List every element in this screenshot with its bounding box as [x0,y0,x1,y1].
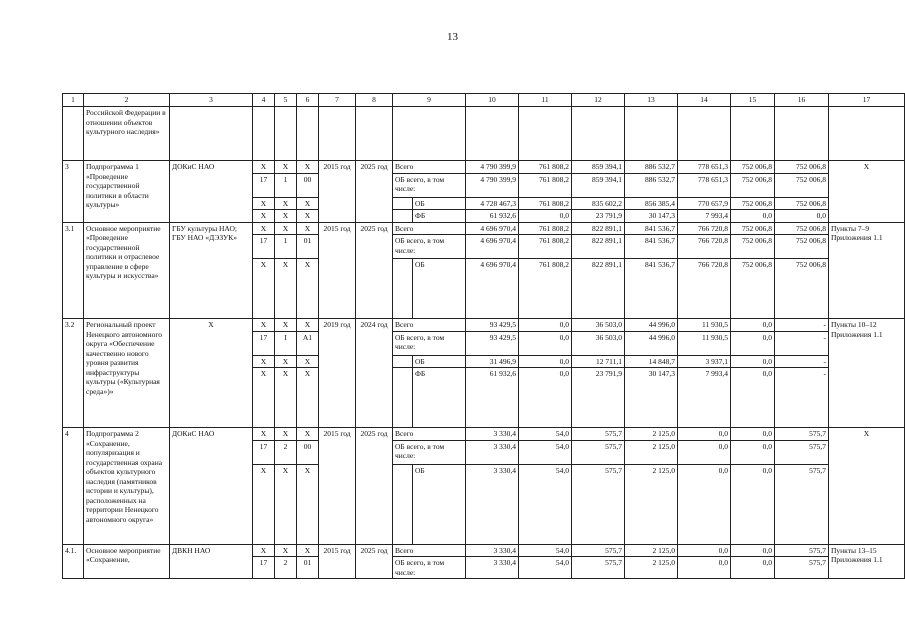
amount-cell: 761 808,2 [519,161,572,174]
start-year: 2015 год [319,161,356,223]
amount-cell: 14 848,7 [625,355,678,368]
code-cell: X [275,464,297,544]
column-header: 12 [572,94,625,107]
funding-source: ОБ [413,464,466,544]
code-cell: X [297,259,319,319]
amount-cell: 752 006,8 [731,173,775,197]
code-cell: X [297,197,319,210]
funding-source: ОБ всего, в том числе: [393,235,466,259]
amount-cell: 778 651,3 [678,173,731,197]
column-header: 13 [625,94,678,107]
amount-cell: 859 394,1 [572,161,625,174]
code-cell: X [253,319,275,332]
amount-cell: 822 891,1 [572,235,625,259]
amount-cell: 575,7 [775,557,829,579]
amount-cell: 575,7 [572,557,625,579]
amount-cell: 44 996,0 [625,319,678,332]
amount-cell: - [775,331,829,355]
amount-cell: 0,0 [519,368,572,428]
program-name: Подпрограмма 1 «Проведение государственной политики в области культуры» [84,161,170,223]
code-cell: X [275,355,297,368]
code-cell: X [253,464,275,544]
reference-note: Пункты 7–9 Приложения 1.1 [829,222,905,319]
code-cell: A1 [297,331,319,355]
column-header: 16 [775,94,829,107]
amount-cell: 770 657,9 [678,197,731,210]
amount-cell: 0,0 [731,319,775,332]
code-cell: 17 [253,235,275,259]
amount-cell: 766 720,8 [678,235,731,259]
amount-cell: 0,0 [519,355,572,368]
amount-cell: 30 147,3 [625,210,678,223]
amount-cell: 23 791,9 [572,368,625,428]
amount-cell: 54,0 [519,428,572,441]
code-cell: 01 [297,235,319,259]
continuation-text: Российской Федерации в отношении объектов культурного наследия» [84,107,170,161]
amount-cell: 841 536,7 [625,235,678,259]
funding-source: Всего [393,428,466,441]
amount-cell: 575,7 [572,464,625,544]
code-cell: X [253,368,275,428]
amount-cell: 54,0 [519,440,572,464]
amount-cell: 3 330,4 [466,544,519,557]
row-number: 4 [63,428,84,545]
program-name: Подпрограмма 2 «Сохранение, популяризация и государственная охрана объектов культурного наследия (памятников истории и культуры), расположенных на территории Ненецкого автономного округа» [84,428,170,545]
amount-cell: 0,0 [519,331,572,355]
amount-cell: 752 006,8 [775,222,829,235]
row-number: 4.1. [63,544,84,579]
code-cell: 2 [275,557,297,579]
funding-source: Всего [393,161,466,174]
funding-source: ОБ всего, в том числе: [393,557,466,579]
table-row [63,161,905,174]
end-year: 2024 год [356,319,393,428]
amount-cell: 2 125,0 [625,464,678,544]
amount-cell: 778 651,3 [678,161,731,174]
column-header: 14 [678,94,731,107]
funding-source: ОБ всего, в том числе: [393,331,466,355]
reference-note: Пункты 13–15 Приложения 1.1 [829,544,905,579]
code-cell: X [253,355,275,368]
continuation-row [63,107,905,161]
code-cell: X [275,197,297,210]
amount-cell: 575,7 [775,428,829,441]
code-cell: 17 [253,331,275,355]
amount-cell: 0,0 [731,557,775,579]
code-cell: 00 [297,173,319,197]
amount-cell: 61 932,6 [466,210,519,223]
code-cell: X [253,544,275,557]
row-number: 3 [63,161,84,223]
amount-cell: 3 330,4 [466,440,519,464]
funding-source: ФБ [413,368,466,428]
amount-cell: 0,0 [731,355,775,368]
code-cell: X [297,210,319,223]
code-cell: X [275,161,297,174]
amount-cell: - [775,355,829,368]
amount-cell: 4 728 467,3 [466,197,519,210]
funding-source: Всего [393,319,466,332]
amount-cell: 0,0 [678,440,731,464]
amount-cell: 0,0 [678,428,731,441]
amount-cell: 886 532,7 [625,173,678,197]
code-cell: X [253,161,275,174]
code-cell: I [275,331,297,355]
code-cell: X [253,197,275,210]
amount-cell: 12 711,1 [572,355,625,368]
amount-cell: 766 720,8 [678,222,731,235]
start-year: 2015 год [319,222,356,319]
amount-cell: 7 993,4 [678,210,731,223]
responsible-executor: ГБУ культуры НАО; ГБУ НАО «ДЭЗУК» [170,222,253,319]
code-cell: 17 [253,173,275,197]
amount-cell: 44 996,0 [625,331,678,355]
row-number: 3.2 [63,319,84,428]
funding-source: ОБ [413,197,466,210]
code-cell: X [297,319,319,332]
amount-cell: 0,0 [519,319,572,332]
responsible-executor: ДОКиС НАО [170,161,253,223]
program-name: Основное мероприятие «Сохранение, [84,544,170,579]
amount-cell: 0,0 [731,428,775,441]
code-cell: X [297,368,319,428]
code-cell: X [275,259,297,319]
amount-cell: 7 993,4 [678,368,731,428]
amount-cell: 761 808,2 [519,197,572,210]
code-cell: X [297,161,319,174]
amount-cell: 752 006,8 [731,222,775,235]
column-header: 2 [84,94,170,107]
amount-cell: 0,0 [678,544,731,557]
amount-cell: 761 808,2 [519,222,572,235]
amount-cell: 4 696 970,4 [466,235,519,259]
amount-cell: 575,7 [775,440,829,464]
amount-cell: 93 429,5 [466,331,519,355]
funding-source: ОБ всего, в том числе: [393,173,466,197]
amount-cell: 0,0 [678,464,731,544]
amount-cell: 54,0 [519,464,572,544]
code-cell: 17 [253,557,275,579]
amount-cell: 36 503,0 [572,331,625,355]
amount-cell: 0,0 [731,440,775,464]
amount-cell: 752 006,8 [775,173,829,197]
start-year: 2015 год [319,544,356,579]
amount-cell: 3 330,4 [466,557,519,579]
amount-cell: 761 808,2 [519,259,572,319]
amount-cell: 0,0 [731,544,775,557]
amount-cell: 752 006,8 [731,235,775,259]
amount-cell: 31 496,9 [466,355,519,368]
funding-source: ОБ всего, в том числе: [393,440,466,464]
code-cell: 17 [253,440,275,464]
end-year: 2025 год [356,222,393,319]
column-number-row [63,94,905,107]
column-header: 1 [63,94,84,107]
amount-cell: 3 330,4 [466,464,519,544]
amount-cell: 575,7 [572,544,625,557]
code-cell: 01 [297,557,319,579]
responsible-executor: ДОКиС НАО [170,428,253,545]
code-cell: X [253,222,275,235]
amount-cell: 54,0 [519,544,572,557]
code-cell: X [253,259,275,319]
end-year: 2025 год [356,544,393,579]
end-year: 2025 год [356,428,393,545]
code-cell: 1 [275,173,297,197]
table-row [63,544,905,557]
column-header: 17 [829,94,905,107]
table-row [63,428,905,441]
amount-cell: 2 125,0 [625,544,678,557]
amount-cell: 0,0 [731,210,775,223]
code-cell: X [275,428,297,441]
amount-cell: 0,0 [731,464,775,544]
amount-cell: 2 125,0 [625,428,678,441]
amount-cell: 841 536,7 [625,259,678,319]
program-name: Региональный проект Ненецкого автономного округа «Обеспечение качественно нового уровня развития инфраструктуры культуры («Культурная среда»)» [84,319,170,428]
amount-cell: 3 330,4 [466,428,519,441]
column-header: 15 [731,94,775,107]
amount-cell: 2 125,0 [625,440,678,464]
column-header: 3 [170,94,253,107]
amount-cell: - [775,368,829,428]
code-cell: X [297,355,319,368]
amount-cell: 30 147,3 [625,368,678,428]
amount-cell: - [775,319,829,332]
amount-cell: 54,0 [519,557,572,579]
responsible-executor: ДВКН НАО [170,544,253,579]
program-name: Основное мероприятие «Проведение государственной политики и отраслевое управление в сфере культуры и искусства» [84,222,170,319]
column-header: 6 [297,94,319,107]
amount-cell: 575,7 [775,464,829,544]
amount-cell: 761 808,2 [519,235,572,259]
page-number: 13 [447,31,458,43]
amount-cell: 0,0 [731,331,775,355]
column-header: 7 [319,94,356,107]
amount-cell: 23 791,9 [572,210,625,223]
column-header: 11 [519,94,572,107]
amount-cell: 822 891,1 [572,222,625,235]
code-cell: 2 [275,440,297,464]
amount-cell: 859 394,1 [572,173,625,197]
code-cell: X [297,428,319,441]
amount-cell: 835 602,2 [572,197,625,210]
amount-cell: 11 930,5 [678,331,731,355]
code-cell: X [297,222,319,235]
start-year: 2015 год [319,428,356,545]
amount-cell: 0,0 [731,368,775,428]
amount-cell: 752 006,8 [731,161,775,174]
reference-note: X [829,428,905,545]
amount-cell: 61 932,6 [466,368,519,428]
reference-note: X [829,161,905,223]
column-header: 8 [356,94,393,107]
amount-cell: 752 006,8 [731,259,775,319]
code-cell: X [275,544,297,557]
table-row [63,319,905,332]
amount-cell: 575,7 [775,544,829,557]
amount-cell: 752 006,8 [775,235,829,259]
amount-cell: 822 891,1 [572,259,625,319]
amount-cell: 752 006,8 [775,259,829,319]
table-row [63,222,905,235]
funding-source: Всего [393,544,466,557]
code-cell: 00 [297,440,319,464]
amount-cell: 93 429,5 [466,319,519,332]
amount-cell: 886 532,7 [625,161,678,174]
amount-cell: 0,0 [519,210,572,223]
amount-cell: 0,0 [775,210,829,223]
code-cell: X [275,222,297,235]
code-cell: X [297,464,319,544]
amount-cell: 752 006,8 [775,197,829,210]
code-cell: X [275,210,297,223]
amount-cell: 856 385,4 [625,197,678,210]
amount-cell: 766 720,8 [678,259,731,319]
amount-cell: 3 937,1 [678,355,731,368]
column-header: 5 [275,94,297,107]
amount-cell: 11 930,5 [678,319,731,332]
amount-cell: 0,0 [678,557,731,579]
row-number: 3.1 [63,222,84,319]
amount-cell: 36 503,0 [572,319,625,332]
code-cell: X [275,368,297,428]
code-cell: X [253,210,275,223]
responsible-executor: X [170,319,253,428]
code-cell: 1 [275,235,297,259]
amount-cell: 4 696 970,4 [466,222,519,235]
amount-cell: 761 808,2 [519,173,572,197]
column-header: 10 [466,94,519,107]
code-cell: X [297,544,319,557]
amount-cell: 4 790 399,9 [466,161,519,174]
amount-cell: 2 125,0 [625,557,678,579]
amount-cell: 575,7 [572,428,625,441]
funding-source: ОБ [413,355,466,368]
funding-source: ФБ [413,210,466,223]
column-header: 9 [393,94,466,107]
amount-cell: 752 006,8 [731,197,775,210]
funding-source: Всего [393,222,466,235]
column-header: 4 [253,94,275,107]
amount-cell: 575,7 [572,440,625,464]
end-year: 2025 год [356,161,393,223]
amount-cell: 4 790 399,9 [466,173,519,197]
reference-note: Пункты 10–12 Приложения 1.1 [829,319,905,428]
start-year: 2019 год [319,319,356,428]
budget-table [62,93,905,579]
amount-cell: 752 006,8 [775,161,829,174]
code-cell: X [275,319,297,332]
code-cell: X [253,428,275,441]
amount-cell: 4 696 970,4 [466,259,519,319]
amount-cell: 841 536,7 [625,222,678,235]
funding-source: ОБ [413,259,466,319]
